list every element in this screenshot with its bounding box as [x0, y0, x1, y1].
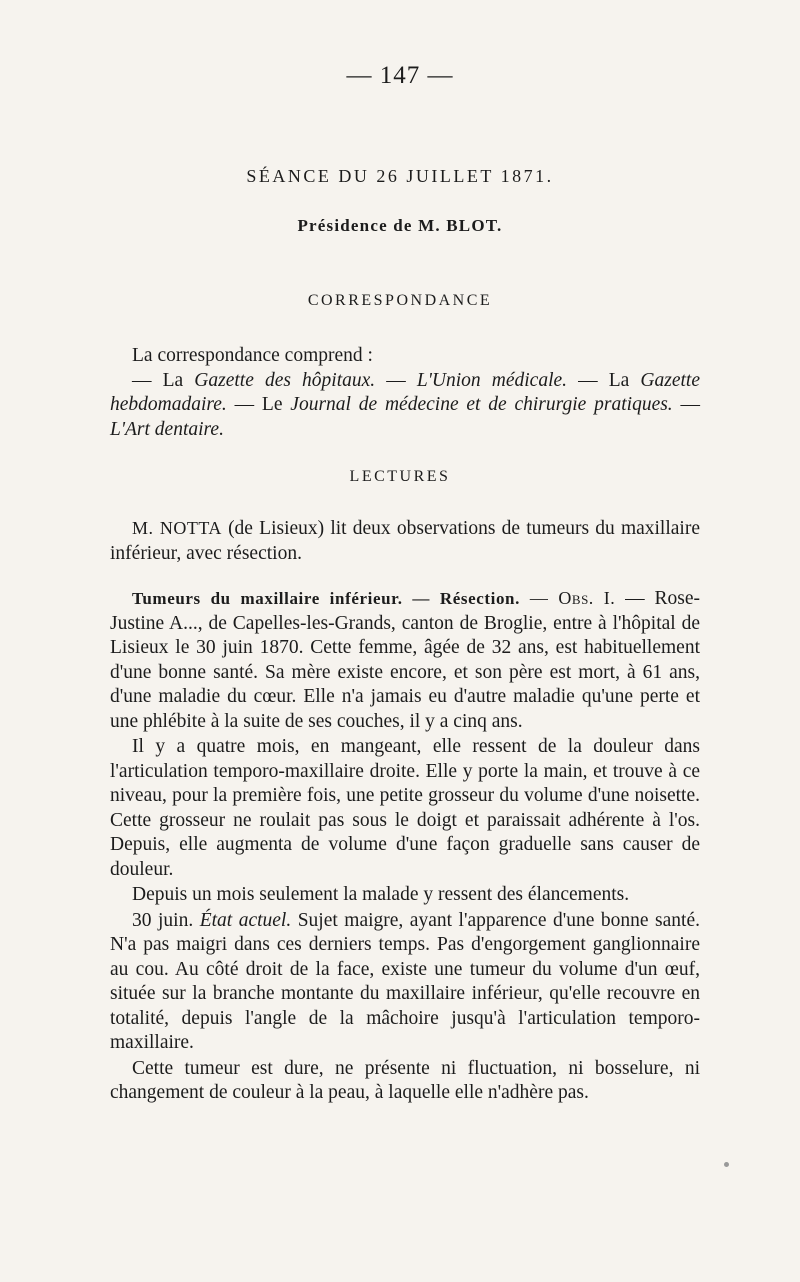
journal-title: Gazette des hôpitaux.	[194, 369, 376, 391]
lecture-paragraph	[110, 516, 700, 566]
observation-paragraph-3: Depuis un mois seulement la malade y ressent des élancements.	[132, 884, 630, 905]
observation-paragraph-4	[110, 909, 700, 1056]
correspondance-journals	[110, 369, 700, 443]
correspondance-intro: La correspondance comprend :	[132, 345, 373, 366]
correspondance-section	[110, 344, 700, 442]
dash-text: — La	[567, 369, 641, 391]
journal-title: Journal de médecine et de chirurgie pratiques.	[290, 394, 673, 415]
observation-title: Tumeurs du maxillaire inférieur. — Résection.	[132, 589, 520, 608]
observation-text: Sujet maigre, ayant l'apparence d'une bonne santé. N'a pas maigri dans ces derniers temps. Pas d'engorgement ganglionnaire au cou. Au côté droit de la face, existe une tumeur du volume d'un œuf, située sur la branche montante du maxillaire inférieur, qu'elle recouvre en totalité, depuis l'angle de la mâchoire jusqu'à l'articulation temporo-maxillaire.	[110, 909, 700, 1053]
observation-text: — Rose-Justine A..., de Capelles-les-Grands, canton de Broglie, entre à l'hôpital de Lisieux le 30 juin 1870. Cette femme, âgée de 32 ans, est habituellement d'une bonne santé. Sa mère existe encore, et son père est mort, à 61 ans, d'une maladie du cœur. Elle n'a jamais eu d'autre maladie qu'une perte et une phlébite à la suite de ses couches, il y a cinq ans.	[110, 588, 700, 732]
session-heading: SÉANCE DU 26 JUILLET 1871.	[246, 166, 554, 186]
lectures-section	[110, 516, 700, 566]
speaker-name: M. NOTTA	[132, 518, 222, 538]
dash-text: —	[375, 369, 417, 391]
presidency-line: Présidence de M. BLOT.	[297, 216, 503, 235]
dash-text: —	[672, 394, 700, 415]
observation-paragraph-1	[110, 586, 700, 734]
ink-speck	[724, 1162, 729, 1167]
journal-title: Gazette hebdomadaire.	[110, 369, 700, 415]
lectures-heading: LECTURES	[349, 468, 451, 485]
observation-label: — Obs. I.	[519, 588, 616, 608]
journal-title: L'Union médicale.	[416, 369, 568, 391]
observation-paragraph-5: Cette tumeur est dure, ne présente ni fluctuation, ni bosselure, ni changement de couleur à la peau, à laquelle elle n'adhère pas.	[110, 1057, 700, 1103]
observation-date: 30 juin.	[132, 909, 200, 931]
observation-section	[110, 586, 700, 1106]
dash-text: — Le	[226, 394, 291, 415]
observation-paragraph-2: Il y a quatre mois, en mangeant, elle ressent de la douleur dans l'articulation temporo-maxillaire droite. Elle y porte la main, et trouve à ce niveau, pour la première fois, une petite grosseur du volume d'une noisette. Cette grosseur ne roulait pas sous le doigt et paraissait adhérente à l'os. Depuis, elle augmenta de volume d'une façon graduelle sans causer de douleur.	[110, 736, 700, 880]
lecture-text: (de Lisieux) lit deux observations de tumeurs du maxillaire inférieur, avec résection.	[110, 518, 700, 564]
correspondance-heading: CORRESPONDANCE	[307, 292, 493, 309]
page-number: — 147 —	[346, 62, 454, 89]
journal-title: L'Art dentaire.	[110, 418, 224, 440]
etat-actuel-label: État actuel.	[199, 909, 292, 931]
dash-text: — La	[132, 369, 195, 391]
